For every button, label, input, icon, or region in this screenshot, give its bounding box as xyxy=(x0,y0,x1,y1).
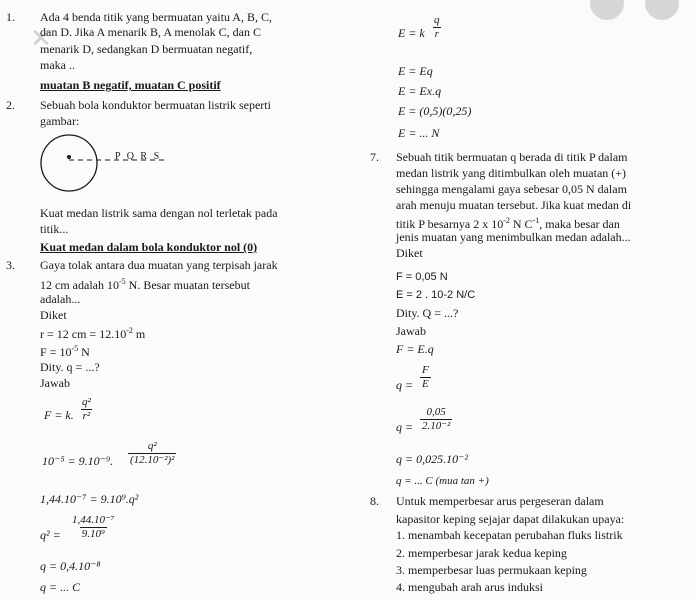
q3-line2: 12 cm adalah $10^{-5}$ N. Besar muatan tersebut xyxy=(40,277,250,292)
q8-option: 1. menambah kecepatan perubahan fluks listrik xyxy=(396,528,623,542)
q2-points-label: P Q R S xyxy=(115,151,162,162)
q3-line3: adalah... xyxy=(40,292,81,306)
q8-line: kapasitor keping sejajar dapat dilakukan upaya: xyxy=(396,512,625,526)
q7-line: sehingga mengalami gaya sebesar 0,05 N dalam xyxy=(396,182,627,196)
formula-e-eq: E = Eq xyxy=(398,64,433,78)
q1-line: Ada 4 benda titik yang bermuatan yaitu A, B, C, xyxy=(40,10,272,24)
q7-jawab: Jawab xyxy=(396,324,426,338)
q3-formula-lhs: F = k. xyxy=(44,408,74,422)
q3-step3-lhs: q² = xyxy=(40,528,61,542)
q8-line: Untuk memperbesar arus pergeseran dalam xyxy=(396,494,604,508)
q1-line: maka .. xyxy=(40,58,75,72)
close-icon[interactable]: ✕ xyxy=(30,24,52,54)
q3-step1-lhs: 10⁻⁵ = 9.10⁻⁹. xyxy=(42,454,114,468)
formula-e-fraction: $\frac{q}{r}$ xyxy=(434,14,440,40)
q2-number: 2. xyxy=(6,98,15,112)
q7-f-value: F = 0,05 N xyxy=(396,271,448,283)
q7-q3: q = 0,025.10⁻² xyxy=(396,452,469,466)
q7-e-value: E = 2 . 10-2 N/C xyxy=(396,289,476,301)
q3-f-value: $F = 10^{-5}$ N xyxy=(40,344,90,359)
q7-line: arah menuju muatan tersebut. Jika kuat medan di xyxy=(396,198,632,212)
q3-jawab: Jawab xyxy=(40,376,70,390)
q8-option: 2. memperbesar jarak kedua keping xyxy=(396,546,567,560)
formula-e-values: E = (0,5)(0,25) xyxy=(398,104,472,118)
q3-dity: Dity. q = ...? xyxy=(40,360,100,374)
q7-q4: q = ... C (mua tan +) xyxy=(396,475,489,487)
q8-number: 8. xyxy=(370,494,379,508)
q1-line: menarik D, sedangkan D bermuatan negatif, xyxy=(40,42,253,56)
q3-step2: 1,44.10⁻⁷ = 9.10⁹.q² xyxy=(40,492,139,506)
q2-answer: Kuat medan dalam bola konduktor nol (0) xyxy=(40,240,258,254)
conductor-sphere-figure xyxy=(36,130,186,196)
q7-q-lhs: q = xyxy=(396,378,414,392)
overlay-button-1[interactable] xyxy=(590,0,624,20)
sphere-center-dot xyxy=(67,155,71,159)
q7-line6: jenis muatan yang menimbulkan medan adalah... xyxy=(396,230,631,244)
q3-step4: q = 0,4.10⁻⁸ xyxy=(40,559,101,573)
q1-line: dan D. Jika A menarik B, A menolak C, dan C xyxy=(40,25,261,39)
q7-formula: F = E.q xyxy=(396,342,434,356)
formula-e-lhs: E = k xyxy=(398,26,425,40)
q7-dity: Dity. Q = ...? xyxy=(396,306,459,320)
q1-number: 1. xyxy=(6,10,15,24)
q7-number: 7. xyxy=(370,150,379,164)
q3-step5: q = ... C xyxy=(40,580,81,594)
formula-e-result: E = ... N xyxy=(398,126,440,140)
q8-option: 3. memperbesar luas permukaan keping xyxy=(396,563,587,577)
overlay-button-2[interactable] xyxy=(645,0,679,20)
q7-diket: Diket xyxy=(396,246,423,260)
q7-q2-lhs: q = xyxy=(396,420,414,434)
q7-q-fraction: $\frac{F}{E}$ xyxy=(422,364,429,390)
q2-line: gambar: xyxy=(40,114,80,128)
q3-line: Gaya tolak antara dua muatan yang terpisah jarak xyxy=(40,258,278,272)
q3-step3-fraction: $\frac{\text{1,44.10⁻⁷}}{\text{9.10⁹}}$ xyxy=(72,514,115,540)
q7-line5: titik P besarnya 2 x $10^{-2}$ N $C^{-1}$, maka besar dan xyxy=(396,216,620,231)
q2-line: Kuat medan listrik sama dengan nol terletak pada xyxy=(40,206,278,220)
formula-e-exq: E = Ex.q xyxy=(398,84,442,98)
q7-q2-fraction: $\frac{0,05}{\text{2.10⁻²}}$ xyxy=(422,406,451,432)
conductor-sphere xyxy=(41,135,97,191)
q2-line: Sebuah bola konduktor bermuatan listrik seperti xyxy=(40,98,271,112)
q3-number: 3. xyxy=(6,258,15,272)
q8-option: 4. mengubah arah arus induksi xyxy=(396,580,543,594)
q3-step1-fraction: $\frac{\text{q²}}{\text{(12.10⁻²)²}}$ xyxy=(130,440,175,466)
q1-answer: muatan B negatif, muatan C positif xyxy=(40,78,221,92)
q7-line: medan listrik yang ditimbulkan oleh muatan (+) xyxy=(396,166,627,180)
q3-r-value: r = 12 cm = $12.10^{-2}$ m xyxy=(40,326,146,341)
q2-line: titik... xyxy=(40,222,69,236)
q7-line: Sebuah titik bermuatan q berada di titik P dalam xyxy=(396,150,628,164)
q3-diket: Diket xyxy=(40,308,67,322)
q3-formula-fraction: $\frac{\text{q²}}{\text{r²}}$ xyxy=(82,396,91,422)
